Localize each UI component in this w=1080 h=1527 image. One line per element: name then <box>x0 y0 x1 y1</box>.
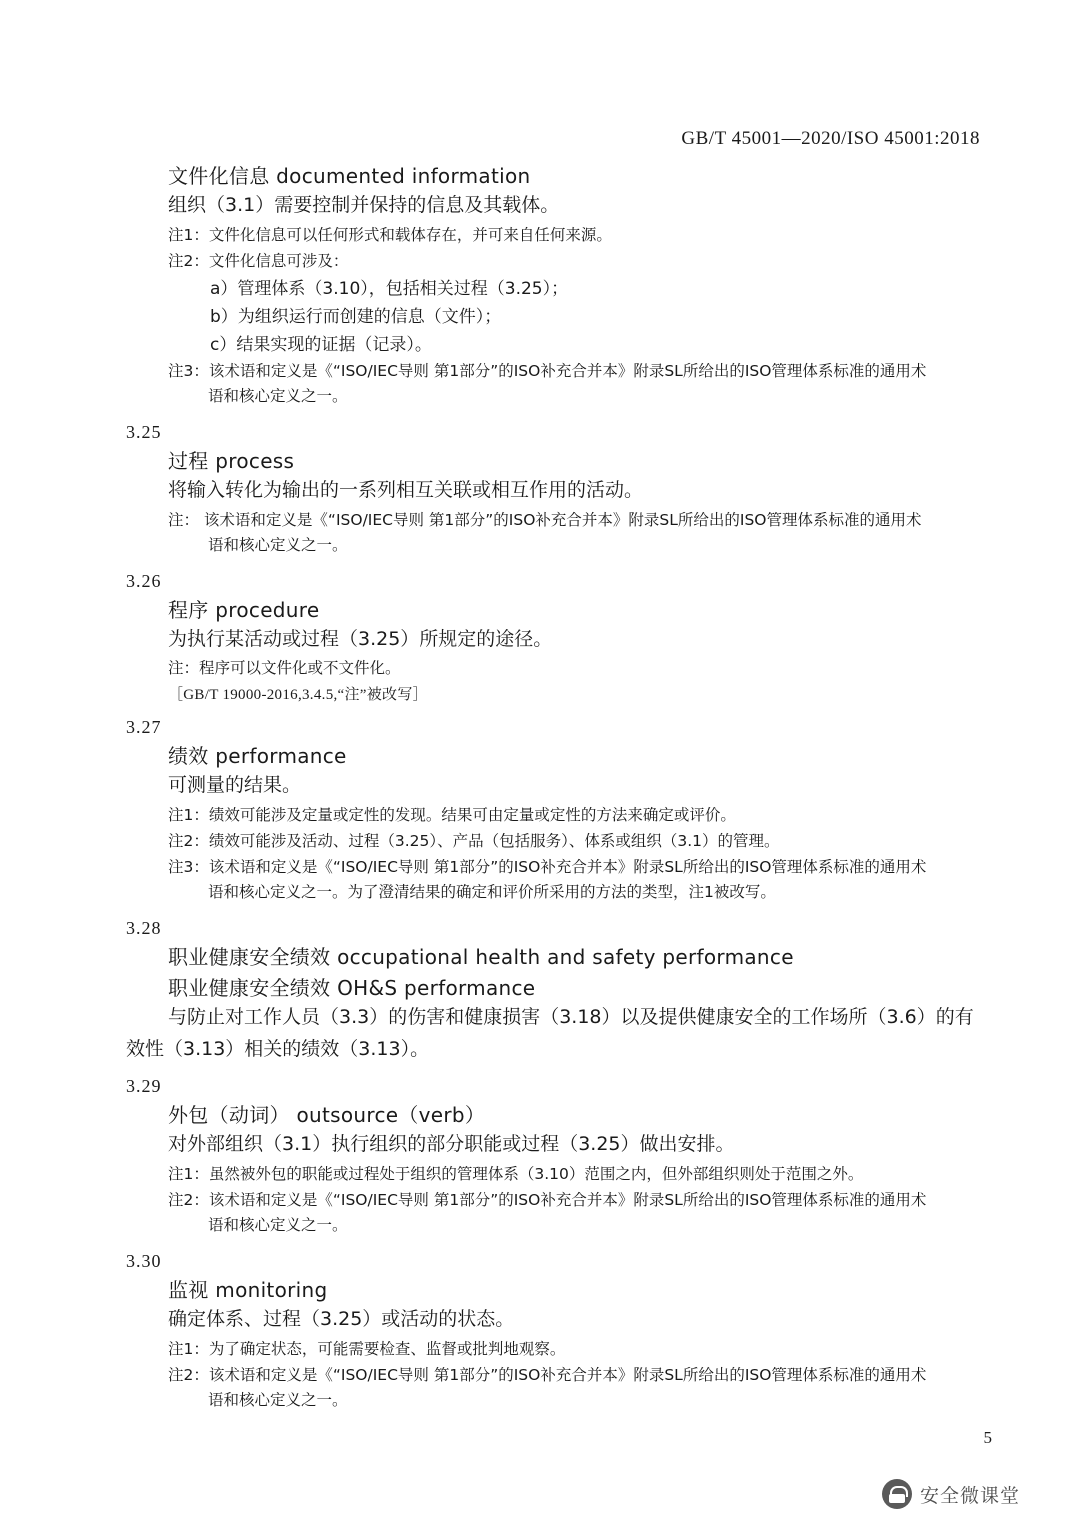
clause-number: 3.25 <box>126 422 162 443</box>
term-heading <box>168 941 986 970</box>
clause-number: 3.27 <box>126 717 162 738</box>
term-entry-ohs-performance <box>126 918 986 1063</box>
term-definition-line2: 效性（3.13）相关的绩效（3.13）。 <box>126 1037 430 1060</box>
term-note-line: 语和核心定义之一。 <box>208 1390 348 1409</box>
clause-number: 3.29 <box>126 1076 162 1097</box>
term-note <box>168 508 986 558</box>
clause-number: 3.26 <box>126 570 162 591</box>
watermark-label: 安全微课堂 <box>919 1484 1020 1507</box>
term-name-en: outsource（verb） <box>296 1103 486 1128</box>
term-note-line: 语和核心定义之一。 <box>208 535 348 554</box>
term-definition: 可测量的结果。 <box>168 774 302 797</box>
speaker-icon <box>882 1479 912 1509</box>
term-definition: 确定体系、过程（3.25）或活动的状态。 <box>168 1308 515 1331</box>
term-name-cn: 外包（动词） <box>168 1103 290 1128</box>
term-definition-line1: 与防止对工作人员（3.3）的伤害和健康损害（3.18）以及提供健康安全的工作场所（3.6）的有 <box>168 1006 974 1029</box>
term-note: 注2：文件化信息可涉及： <box>168 251 349 270</box>
term-note: 注1：为了确定状态，可能需要检查、监督或批判地观察。 <box>168 1339 566 1358</box>
page-header: GB/T 45001—2020/ISO 45001:2018 <box>681 128 980 149</box>
term-name-cn-alt: 职业健康安全绩效 <box>168 976 331 1001</box>
term-note-line: 注： 该术语和定义是《“ISO/IEC导则 第1部分”的ISO补充合并本》附录SL所给出的ISO管理体系标准的通用术 <box>168 510 922 529</box>
term-note <box>168 855 986 905</box>
term-note-line: 语和核心定义之一。为了澄清结果的确定和评价所采用的方法的类型，注1被改写。 <box>208 883 776 902</box>
term-entry-outsource <box>126 1076 986 1238</box>
term-definition: 为执行某活动或过程（3.25）所规定的途径。 <box>168 627 553 650</box>
term-note-line: 注2：该术语和定义是《“ISO/IEC导则 第1部分”的ISO补充合并本》附录SL所给出的ISO管理体系标准的通用术 <box>168 1190 927 1209</box>
term-name-en: process <box>215 449 295 474</box>
term-entry-procedure <box>126 571 986 705</box>
term-name-cn: 监视 <box>168 1278 209 1303</box>
term-name-en-alt: OH&S performance <box>337 976 536 1001</box>
term-heading <box>168 445 986 474</box>
term-note <box>168 1363 986 1413</box>
term-note <box>168 359 986 409</box>
term-subitem: a）管理体系（3.10），包括相关过程（3.25）； <box>210 278 569 299</box>
term-note-line: 注2：该术语和定义是《“ISO/IEC导则 第1部分”的ISO补充合并本》附录SL所给出的ISO管理体系标准的通用术 <box>168 1365 927 1384</box>
term-name-cn: 文件化信息 <box>168 164 270 188</box>
term-name-cn: 职业健康安全绩效 <box>168 945 331 970</box>
term-note: 注1：绩效可能涉及定量或定性的发现。结果可由定量或定性的方法来确定或评价。 <box>168 805 736 824</box>
term-definition: 将输入转化为输出的一系列相互关联或相互作用的活动。 <box>168 479 644 502</box>
term-entry-process <box>126 422 986 558</box>
watermark <box>882 1479 1020 1509</box>
term-entry-performance <box>126 717 986 905</box>
term-name-en: performance <box>215 744 347 769</box>
document-body <box>126 160 986 1414</box>
term-source-reference: ［GB/T 19000-2016,3.4.5,“注”被改写］ <box>168 687 428 704</box>
term-definition: 对外部组织（3.1）执行组织的部分职能或过程（3.25）做出安排。 <box>168 1133 735 1156</box>
term-note: 注：程序可以文件化或不文件化。 <box>168 659 401 678</box>
term-name-en: monitoring <box>215 1278 328 1303</box>
term-note: 注1：虽然被外包的职能或过程处于组织的管理体系（3.10）范围之内，但外部组织则处于范围之外。 <box>168 1164 864 1183</box>
term-note: 注2：绩效可能涉及活动、过程（3.25）、产品（包括服务）、体系或组织（3.1）的管理。 <box>168 832 780 851</box>
term-heading <box>168 160 986 189</box>
page-number: 5 <box>983 1428 992 1447</box>
clause-number: 3.30 <box>126 1251 162 1272</box>
term-note-line: 注3：该术语和定义是《“ISO/IEC导则 第1部分”的ISO补充合并本》附录SL所给出的ISO管理体系标准的通用术 <box>168 361 927 380</box>
term-entry-documented-information <box>126 160 986 409</box>
term-definition: 组织（3.1）需要控制并保持的信息及其载体。 <box>168 194 560 216</box>
term-name-cn: 程序 <box>168 597 209 622</box>
term-heading <box>168 1274 986 1303</box>
clause-number: 3.28 <box>126 918 162 939</box>
term-note-line: 注3：该术语和定义是《“ISO/IEC导则 第1部分”的ISO补充合并本》附录SL所给出的ISO管理体系标准的通用术 <box>168 858 927 877</box>
term-note-line: 语和核心定义之一。 <box>208 386 348 405</box>
term-entry-monitoring <box>126 1251 986 1413</box>
term-heading <box>168 594 986 623</box>
term-name-en: documented information <box>276 164 531 188</box>
term-name-cn: 过程 <box>168 449 209 474</box>
term-subitem: c）结果实现的证据（记录）。 <box>210 334 432 355</box>
term-subitem: b）为组织运行而创建的信息（文件）； <box>210 306 502 327</box>
term-heading <box>168 1099 986 1128</box>
term-note <box>168 1188 986 1238</box>
term-name-cn: 绩效 <box>168 744 209 769</box>
term-heading <box>168 740 986 769</box>
term-note: 注1：文件化信息可以任何形式和载体存在，并可来自任何来源。 <box>168 225 612 244</box>
term-heading-alt <box>168 972 986 1001</box>
term-name-en: occupational health and safety performance <box>337 945 794 970</box>
term-note-line: 语和核心定义之一。 <box>208 1216 348 1235</box>
term-name-en: procedure <box>215 597 320 622</box>
